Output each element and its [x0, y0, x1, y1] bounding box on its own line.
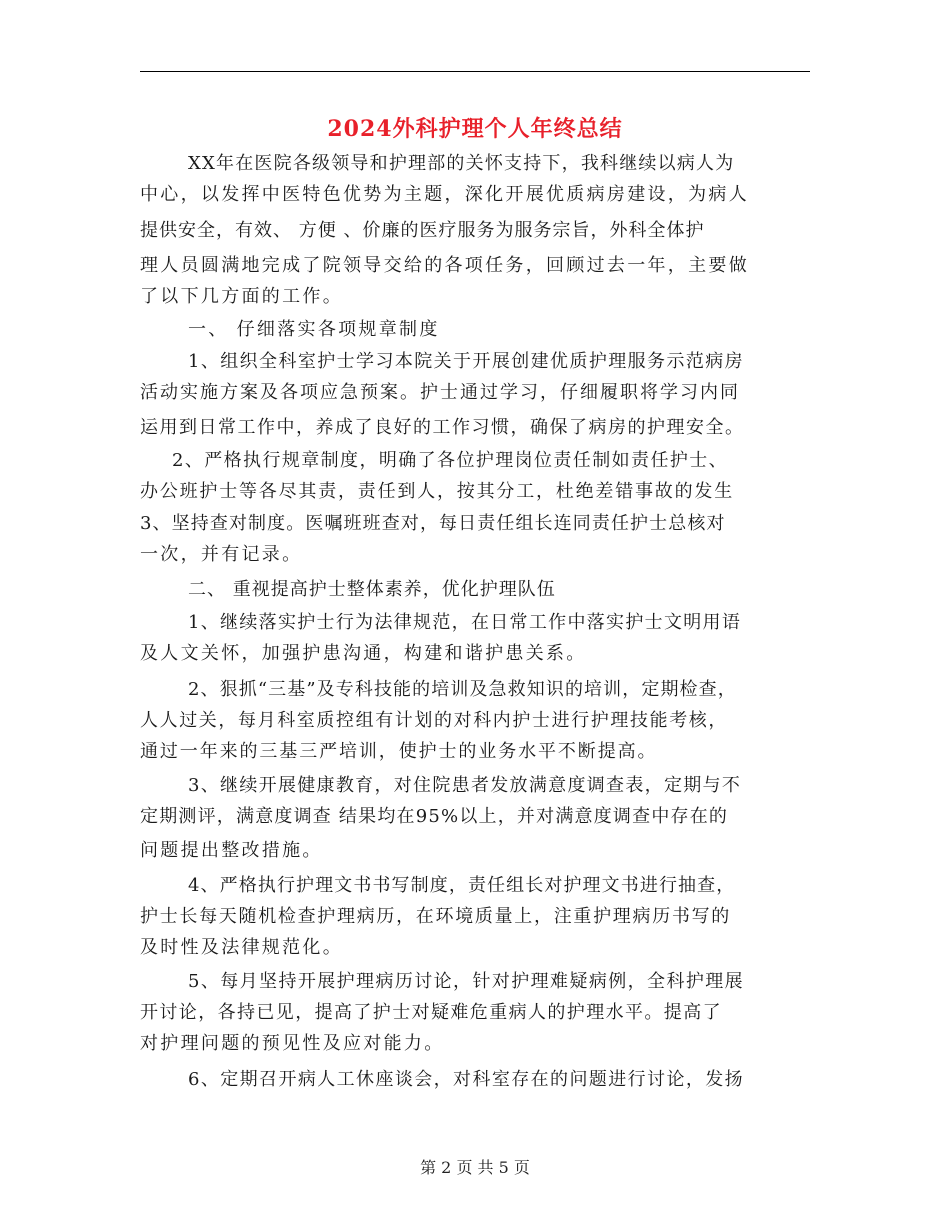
body-line: 问题提出整改措施。 — [140, 840, 323, 861]
body-line: 4、严格执行护理文书书写制度，责任组长对护理文书进行抽查， — [188, 875, 736, 896]
body-line: 理人员圆满地完成了院领导交给的各项任务，回顾过去一年，主要做 — [140, 255, 749, 276]
body-line: 办公班护士等各尽其责，责任到人，按其分工，杜绝差错事故的发生 — [140, 481, 734, 502]
header-rule — [140, 71, 810, 72]
body-line: 1、组织全科室护士学习本院关于开展创建优质护理服务示范病房 — [188, 351, 745, 372]
body-line: XX年在医院各级领导和护理部的关怀支持下，我科继续以病人为 — [188, 153, 735, 174]
body-line: 定期测评，满意度调查 结果均在95%以上，并对满意度调查中存在的 — [140, 806, 729, 827]
body-line: 通过一年来的三基三严培训，使护士的业务水平不断提高。 — [140, 741, 658, 762]
body-line: 运用到日常工作中，养成了良好的工作习惯，确保了病房的护理安全。 — [140, 417, 745, 438]
document-title: 2024外科护理个人年终总结 — [327, 116, 623, 142]
body-line: 一次，并有记录。 — [140, 544, 303, 565]
section-heading: 二、 重视提高护士整体素养，优化护理队伍 — [188, 579, 556, 600]
body-line: 3、继续开展健康教育，对住院患者发放满意度调查表，定期与不 — [188, 775, 742, 796]
body-line: 5、每月坚持开展护理病历讨论，针对护理难疑病例，全科护理展 — [188, 971, 745, 992]
page-number: 第 2 页 共 5 页 — [420, 1158, 530, 1177]
body-line: 及时性及法律规范化。 — [140, 937, 343, 958]
body-line: 中心，以发挥中医特色优势为主题，深化开展优质病房建设，为病人 — [140, 184, 749, 205]
body-line: 6、定期召开病人工休座谈会，对科室存在的问题进行讨论，发扬 — [188, 1069, 745, 1090]
body-line: 3、坚持查对制度。医嘱班班查对，每日责任组长连同责任护士总核对 — [140, 513, 726, 534]
body-line: 活动实施方案及各项应急预案。护士通过学习，仔细履职将学习内同 — [140, 382, 740, 403]
body-line: 护士长每天随机检查护理病历，在环境质量上，注重护理病历书写的 — [140, 906, 731, 927]
body-line: 2、严格执行规章制度，明确了各位护理岗位责任制如责任护士、 — [172, 450, 729, 471]
body-line: 2、狠抓“三基”及专科技能的培训及急救知识的培训，定期检查， — [188, 679, 737, 700]
body-line: 对护理问题的预见性及应对能力。 — [140, 1033, 445, 1054]
body-line: 了以下几方面的工作。 — [140, 286, 343, 307]
section-heading: 一、 仔细落实各项规章制度 — [188, 319, 440, 340]
body-line: 人人过关，每月科室质控组有计划的对科内护士进行护理技能考核， — [140, 710, 728, 731]
body-line: 及人文关怀，加强护患沟通，构建和谐护患关系。 — [140, 643, 587, 664]
body-line: 1、继续落实护士行为法律规范，在日常工作中落实护士文明用语 — [188, 612, 742, 633]
body-line: 开讨论，各持已见，提高了护士对疑难危重病人的护理水平。提高了 — [140, 1002, 722, 1023]
body-line: 提供安全，有效、 方便 、价廉的医疗服务为服务宗旨，外科全体护 — [140, 220, 705, 241]
